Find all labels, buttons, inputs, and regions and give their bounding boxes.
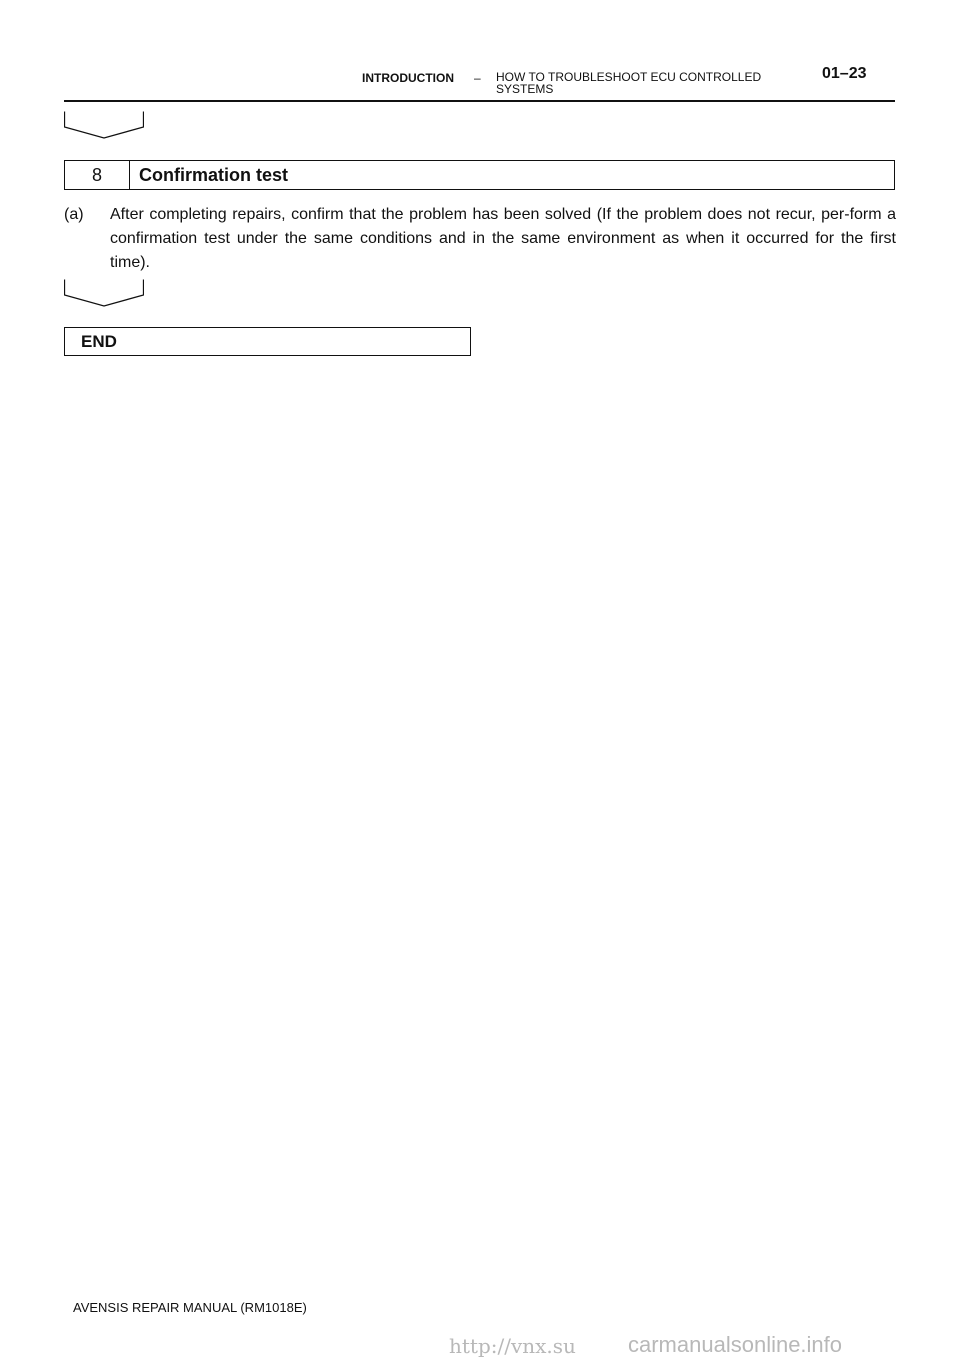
instruction-item [64, 203, 896, 275]
header-section: INTRODUCTION [362, 71, 454, 85]
flow-arrow-icon [64, 111, 144, 139]
step-header [64, 160, 895, 190]
end-box [64, 327, 471, 356]
footer-manual: AVENSIS REPAIR MANUAL (RM1018E) [73, 1300, 307, 1315]
item-text: After completing repairs, confirm that the problem has been solved (If the problem does not recur, per-form a confirmation test under the same conditions and in the same environment as when it occurred for the first time). [110, 206, 896, 271]
watermark-url: http://vnx.su [449, 1334, 576, 1358]
item-label: (a) [64, 206, 84, 223]
header-title-line1: HOW TO TROUBLESHOOT ECU CONTROLLED [496, 70, 762, 84]
header-title-line2: SYSTEMS [496, 82, 554, 96]
header-title [496, 71, 761, 95]
end-label: END [81, 332, 117, 351]
header-rule [64, 100, 895, 102]
page-number: 01–23 [822, 65, 867, 82]
flow-arrow-icon [64, 279, 144, 307]
step-title: Confirmation test [139, 164, 289, 185]
step-number: 8 [65, 161, 130, 189]
watermark-site: carmanualsonline.info [628, 1332, 843, 1357]
header-dash: – [474, 71, 481, 85]
